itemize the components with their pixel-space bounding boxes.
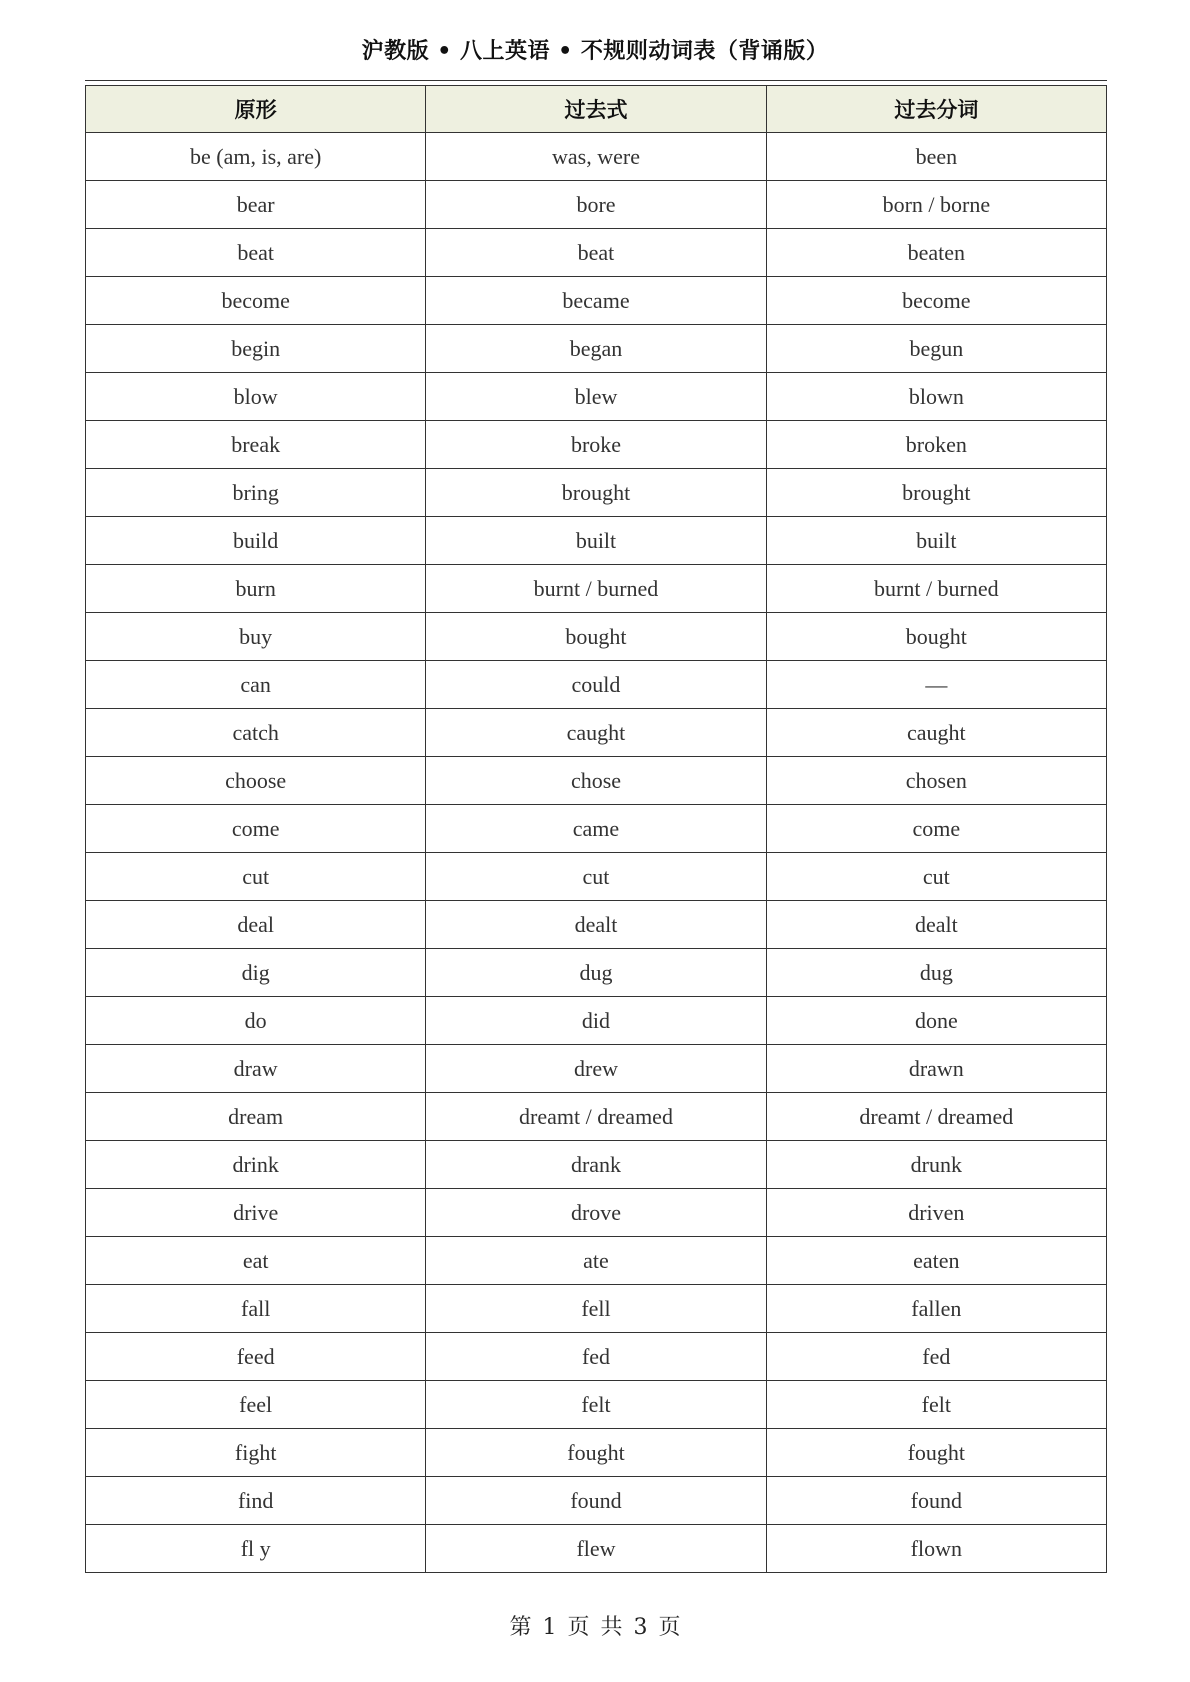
cell-past-participle: fought <box>766 1429 1106 1477</box>
cell-base-form: bear <box>86 181 426 229</box>
table-row <box>86 853 1107 901</box>
cell-past-tense: built <box>426 517 766 565</box>
cell-past-tense: found <box>426 1477 766 1525</box>
cell-base-form: come <box>86 805 426 853</box>
cell-past-participle: eaten <box>766 1237 1106 1285</box>
cell-past-participle: burnt / burned <box>766 565 1106 613</box>
cell-past-participle: found <box>766 1477 1106 1525</box>
cell-past-tense: dug <box>426 949 766 997</box>
table-body <box>86 133 1107 1573</box>
table-row <box>86 661 1107 709</box>
cell-base-form: eat <box>86 1237 426 1285</box>
cell-past-participle: broken <box>766 421 1106 469</box>
table-row <box>86 1045 1107 1093</box>
cell-past-participle: felt <box>766 1381 1106 1429</box>
cell-base-form: feel <box>86 1381 426 1429</box>
cell-base-form: choose <box>86 757 426 805</box>
header-past-participle: 过去分词 <box>766 86 1106 133</box>
table-row <box>86 1525 1107 1573</box>
cell-past-participle: done <box>766 997 1106 1045</box>
cell-past-tense: began <box>426 325 766 373</box>
cell-past-participle: drunk <box>766 1141 1106 1189</box>
cell-base-form: find <box>86 1477 426 1525</box>
table-row <box>86 805 1107 853</box>
cell-base-form: fall <box>86 1285 426 1333</box>
cell-past-participle: born / borne <box>766 181 1106 229</box>
cell-past-tense: drank <box>426 1141 766 1189</box>
cell-past-participle: dug <box>766 949 1106 997</box>
cell-past-participle: begun <box>766 325 1106 373</box>
cell-past-participle: drawn <box>766 1045 1106 1093</box>
cell-past-tense: cut <box>426 853 766 901</box>
cell-past-participle: become <box>766 277 1106 325</box>
cell-past-tense: was, were <box>426 133 766 181</box>
cell-past-participle: dreamt / dreamed <box>766 1093 1106 1141</box>
cell-past-participle: built <box>766 517 1106 565</box>
cell-past-tense: caught <box>426 709 766 757</box>
cell-base-form: drive <box>86 1189 426 1237</box>
cell-past-tense: broke <box>426 421 766 469</box>
cell-past-tense: ate <box>426 1237 766 1285</box>
cell-base-form: feed <box>86 1333 426 1381</box>
table-row <box>86 997 1107 1045</box>
cell-past-tense: drew <box>426 1045 766 1093</box>
table-row <box>86 1285 1107 1333</box>
cell-past-participle: fallen <box>766 1285 1106 1333</box>
cell-base-form: buy <box>86 613 426 661</box>
cell-past-tense: could <box>426 661 766 709</box>
cell-base-form: can <box>86 661 426 709</box>
cell-base-form: cut <box>86 853 426 901</box>
cell-past-tense: burnt / burned <box>426 565 766 613</box>
cell-past-participle: beaten <box>766 229 1106 277</box>
table-row <box>86 517 1107 565</box>
cell-past-participle: driven <box>766 1189 1106 1237</box>
table-header-row <box>86 86 1107 133</box>
table-row <box>86 1141 1107 1189</box>
cell-past-participle: flown <box>766 1525 1106 1573</box>
table-row <box>86 469 1107 517</box>
cell-past-tense: bought <box>426 613 766 661</box>
table-row <box>86 565 1107 613</box>
cell-past-participle: blown <box>766 373 1106 421</box>
cell-base-form: break <box>86 421 426 469</box>
cell-base-form: burn <box>86 565 426 613</box>
cell-past-tense: bore <box>426 181 766 229</box>
cell-base-form: drink <box>86 1141 426 1189</box>
title-divider <box>85 80 1107 81</box>
cell-past-participle: caught <box>766 709 1106 757</box>
cell-past-tense: came <box>426 805 766 853</box>
table-row <box>86 181 1107 229</box>
table-row <box>86 1477 1107 1525</box>
table-row <box>86 421 1107 469</box>
cell-past-tense: felt <box>426 1381 766 1429</box>
cell-past-participle: — <box>766 661 1106 709</box>
cell-base-form: fight <box>86 1429 426 1477</box>
cell-base-form: become <box>86 277 426 325</box>
cell-past-participle: brought <box>766 469 1106 517</box>
cell-past-tense: fed <box>426 1333 766 1381</box>
table-row <box>86 901 1107 949</box>
table-row <box>86 709 1107 757</box>
cell-past-tense: beat <box>426 229 766 277</box>
cell-past-tense: did <box>426 997 766 1045</box>
table-row <box>86 325 1107 373</box>
cell-base-form: build <box>86 517 426 565</box>
header-past-tense: 过去式 <box>426 86 766 133</box>
cell-base-form: bring <box>86 469 426 517</box>
table-row <box>86 373 1107 421</box>
cell-past-participle: been <box>766 133 1106 181</box>
table-row <box>86 1381 1107 1429</box>
cell-past-tense: dealt <box>426 901 766 949</box>
table-row <box>86 1429 1107 1477</box>
cell-base-form: dream <box>86 1093 426 1141</box>
cell-base-form: blow <box>86 373 426 421</box>
cell-past-participle: bought <box>766 613 1106 661</box>
cell-past-participle: cut <box>766 853 1106 901</box>
cell-past-tense: became <box>426 277 766 325</box>
cell-base-form: do <box>86 997 426 1045</box>
table-row <box>86 613 1107 661</box>
cell-base-form: beat <box>86 229 426 277</box>
table-row <box>86 1333 1107 1381</box>
cell-base-form: begin <box>86 325 426 373</box>
cell-past-participle: dealt <box>766 901 1106 949</box>
cell-past-participle: come <box>766 805 1106 853</box>
cell-past-tense: dreamt / dreamed <box>426 1093 766 1141</box>
cell-base-form: fl y <box>86 1525 426 1573</box>
cell-past-tense: brought <box>426 469 766 517</box>
page-number: 第 1 页 共 3 页 <box>509 1615 681 1640</box>
cell-past-tense: fell <box>426 1285 766 1333</box>
cell-past-tense: chose <box>426 757 766 805</box>
page-title: 沪教版 • 八上英语 • 不规则动词表（背诵版） <box>361 39 829 64</box>
cell-base-form: deal <box>86 901 426 949</box>
table-row <box>86 1189 1107 1237</box>
cell-base-form: dig <box>86 949 426 997</box>
header-base-form: 原形 <box>86 86 426 133</box>
cell-past-tense: drove <box>426 1189 766 1237</box>
cell-past-participle: fed <box>766 1333 1106 1381</box>
irregular-verb-table <box>85 85 1107 1573</box>
table-row <box>86 757 1107 805</box>
cell-past-tense: fought <box>426 1429 766 1477</box>
cell-past-tense: flew <box>426 1525 766 1573</box>
cell-base-form: draw <box>86 1045 426 1093</box>
cell-past-participle: chosen <box>766 757 1106 805</box>
cell-past-tense: blew <box>426 373 766 421</box>
table-row <box>86 229 1107 277</box>
table-row <box>86 1093 1107 1141</box>
table-row <box>86 1237 1107 1285</box>
table-row <box>86 949 1107 997</box>
table-row <box>86 133 1107 181</box>
cell-base-form: be (am, is, are) <box>86 133 426 181</box>
table-row <box>86 277 1107 325</box>
cell-base-form: catch <box>86 709 426 757</box>
